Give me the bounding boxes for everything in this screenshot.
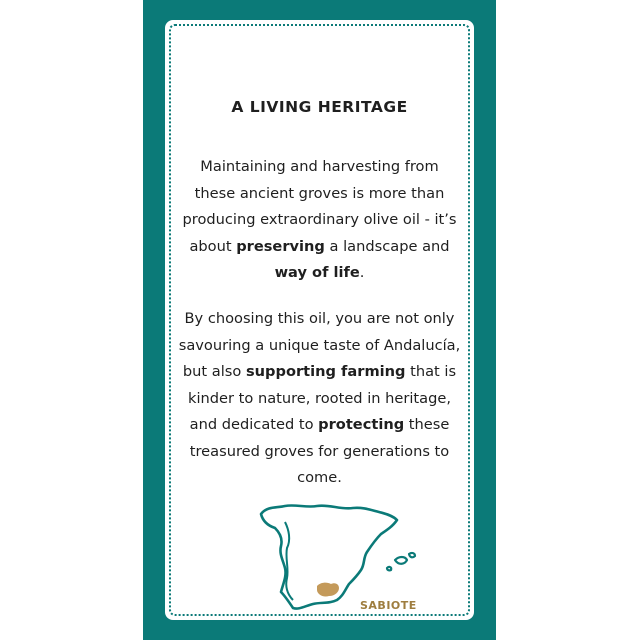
paragraph-choosing <box>173 306 466 492</box>
text-run: these <box>404 416 450 433</box>
text-line: treasured groves for generations to <box>189 442 450 460</box>
card-title: A LIVING HERITAGE <box>231 98 408 116</box>
emphasis-protecting: protecting <box>318 416 405 433</box>
text-run: about <box>189 237 237 255</box>
text-run: and dedicated to <box>189 416 319 433</box>
text-line: By choosing this oil, you are not only <box>184 310 455 327</box>
text-line: producing extraordinary olive oil - it’s <box>182 211 457 228</box>
text-line: savouring a unique taste of Andalucía, <box>178 336 461 354</box>
text-line <box>173 412 466 439</box>
balearic-islands <box>387 553 415 570</box>
text-line <box>173 359 466 386</box>
text-run: a landscape and <box>324 237 450 255</box>
text-line <box>173 260 466 287</box>
portugal-border <box>285 522 293 600</box>
emphasis-preserving: preserving <box>236 237 325 255</box>
emphasis-supporting-farming: supporting farming <box>245 363 406 380</box>
spain-map-icon <box>255 496 425 616</box>
text-line <box>173 234 466 261</box>
heritage-card <box>143 0 496 640</box>
text-line: Maintaining and harvesting from <box>200 158 439 175</box>
map-label: SABIOTE <box>360 599 417 612</box>
text-run: . <box>359 264 365 281</box>
paragraph-heritage <box>173 154 466 287</box>
content-panel <box>165 20 474 620</box>
emphasis-way-of-life: way of life <box>274 264 360 281</box>
text-run: but also <box>182 363 246 380</box>
text-line: kinder to nature, rooted in heritage, <box>188 389 451 407</box>
text-run: that is <box>405 363 457 380</box>
text-line: these ancient groves is more than <box>194 184 445 202</box>
highlighted-province <box>317 583 339 597</box>
text-line: come. <box>297 469 342 486</box>
